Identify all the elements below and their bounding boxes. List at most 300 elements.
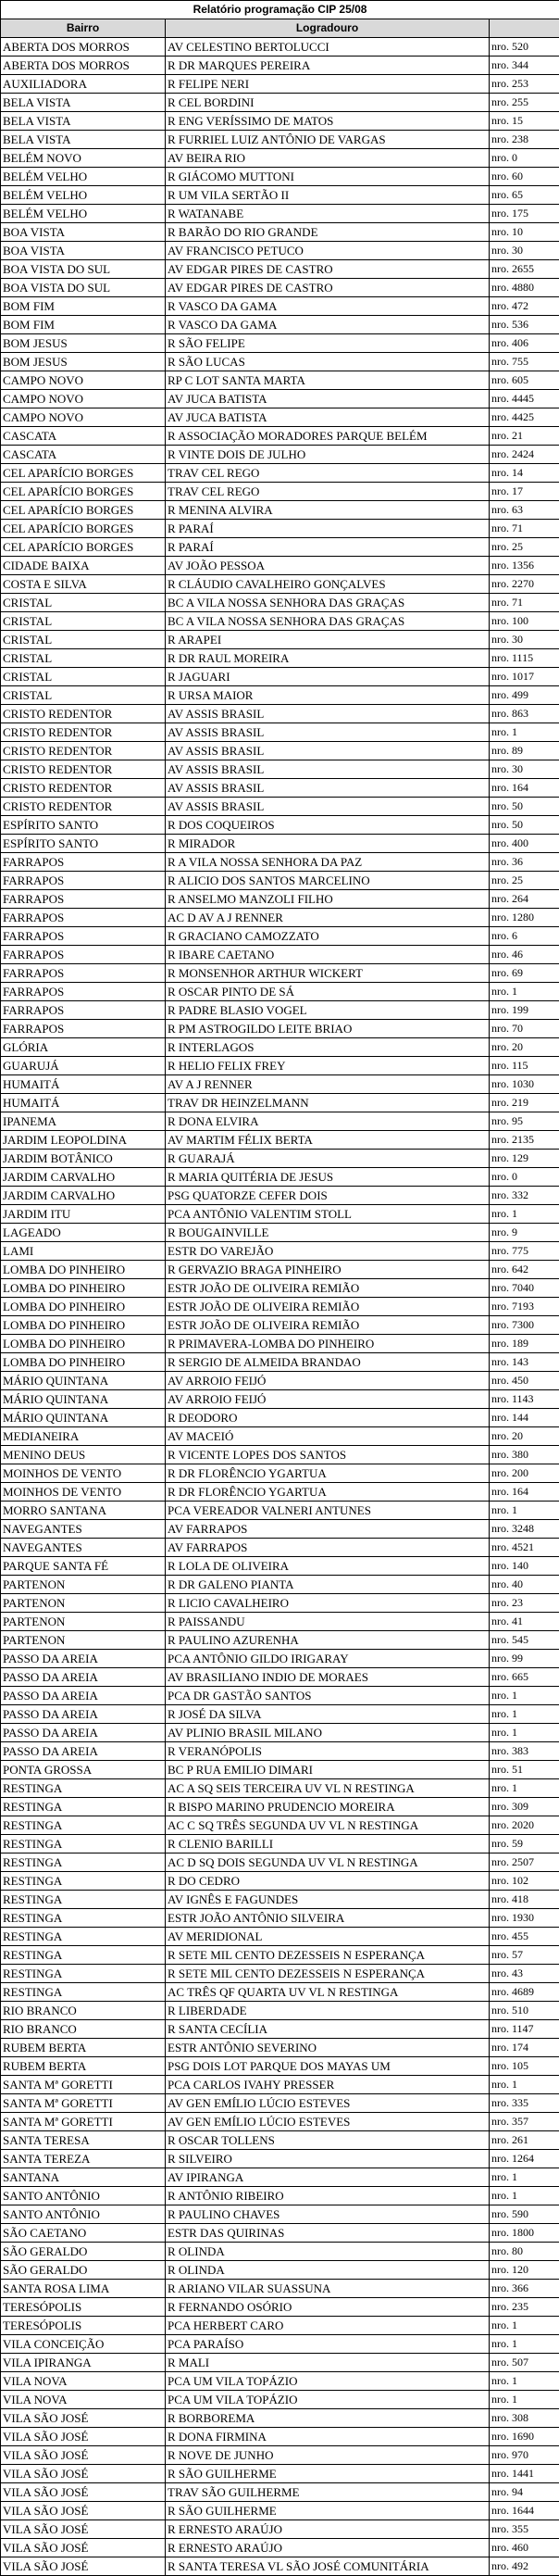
logradouro-cell: R ASSOCIAÇÃO MORADORES PARQUE BELÉM <box>166 427 490 446</box>
bairro-cell: RESTINGA <box>1 1946 166 1965</box>
logradouro-cell: R DR FLORÊNCIO YGARTUA <box>166 1464 490 1483</box>
logradouro-cell: ESTR ANTÔNIO SEVERINO <box>166 2039 490 2057</box>
logradouro-cell: AV MACEIÓ <box>166 1427 490 1446</box>
table-row <box>1 186 559 205</box>
table-row <box>1 2520 559 2539</box>
numero-cell: nro. 1930 <box>490 1909 559 1928</box>
table-row <box>1 705 559 723</box>
logradouro-cell: TRAV DR HEINZELMANN <box>166 1094 490 1112</box>
logradouro-cell: AV FARRAPOS <box>166 1539 490 1557</box>
bairro-cell: CRISTAL <box>1 668 166 686</box>
numero-cell: nro. 1147 <box>490 2020 559 2039</box>
numero-cell: nro. 1264 <box>490 2150 559 2168</box>
table-row <box>1 2298 559 2317</box>
logradouro-cell: R PAULINO AZURENHA <box>166 1631 490 1650</box>
logradouro-cell: R GIÁCOMO MUTTONI <box>166 168 490 186</box>
table-row <box>1 2150 559 2168</box>
logradouro-cell: R PARAÍ <box>166 520 490 538</box>
numero-cell: nro. 355 <box>490 2520 559 2539</box>
numero-cell: nro. 21 <box>490 427 559 446</box>
numero-cell: nro. 1800 <box>490 2224 559 2243</box>
table-row <box>1 2205 559 2224</box>
numero-cell: nro. 219 <box>490 1094 559 1112</box>
logradouro-cell: AC C SQ TRÊS SEGUNDA UV VL N RESTINGA <box>166 1816 490 1835</box>
numero-cell: nro. 69 <box>490 964 559 983</box>
logradouro-cell: AC D SQ DOIS SEGUNDA UV VL N RESTINGA <box>166 1853 490 1872</box>
logradouro-cell: BC A VILA NOSSA SENHORA DAS GRAÇAS <box>166 612 490 631</box>
bairro-cell: PARTENON <box>1 1576 166 1594</box>
table-row <box>1 2187 559 2205</box>
table-row <box>1 631 559 649</box>
logradouro-cell: R LOLA DE OLIVEIRA <box>166 1557 490 1576</box>
logradouro-cell: R INTERLAGOS <box>166 1038 490 1057</box>
logradouro-cell: R JOSÉ DA SILVA <box>166 1705 490 1724</box>
table-row <box>1 1742 559 1761</box>
table-row <box>1 260 559 279</box>
logradouro-cell: PCA UM VILA TOPÁZIO <box>166 2391 490 2409</box>
table-row <box>1 1520 559 1539</box>
table-row <box>1 2224 559 2243</box>
logradouro-cell: AV FARRAPOS <box>166 1520 490 1539</box>
bairro-cell: JARDIM BOTÂNICO <box>1 1150 166 1168</box>
table-row <box>1 1112 559 1131</box>
bairro-cell: BOM FIM <box>1 297 166 316</box>
numero-cell: nro. 15 <box>490 112 559 131</box>
numero-cell: nro. 255 <box>490 94 559 112</box>
numero-cell: nro. 863 <box>490 705 559 723</box>
logradouro-cell: R GRACIANO CAMOZZATO <box>166 927 490 946</box>
numero-cell: nro. 357 <box>490 2113 559 2131</box>
logradouro-cell: R VASCO DA GAMA <box>166 297 490 316</box>
bairro-cell: BOM JESUS <box>1 353 166 371</box>
logradouro-cell: ESTR JOÃO DE OLIVEIRA REMIÃO <box>166 1279 490 1298</box>
logradouro-cell: BC P RUA EMILIO DIMARI <box>166 1761 490 1779</box>
numero-cell: nro. 7300 <box>490 1316 559 1335</box>
numero-cell: nro. 642 <box>490 1261 559 1279</box>
logradouro-cell: R MARIA QUITÉRIA DE JESUS <box>166 1168 490 1187</box>
table-row <box>1 1131 559 1150</box>
numero-cell: nro. 2424 <box>490 446 559 464</box>
logradouro-cell: AV ASSIS BRASIL <box>166 705 490 723</box>
numero-cell: nro. 120 <box>490 2261 559 2280</box>
table-row <box>1 2057 559 2076</box>
table-row <box>1 1353 559 1372</box>
table-row <box>1 742 559 760</box>
table-row <box>1 798 559 816</box>
bairro-cell: FARRAPOS <box>1 890 166 909</box>
numero-cell: nro. 1 <box>490 2076 559 2094</box>
header-row <box>1 19 559 38</box>
logradouro-cell: R MALI <box>166 2354 490 2372</box>
table-row <box>1 927 559 946</box>
bairro-cell: LOMBA DO PINHEIRO <box>1 1316 166 1335</box>
logradouro-cell: R DR RAUL MOREIRA <box>166 649 490 668</box>
bairro-cell: MORRO SANTANA <box>1 1502 166 1520</box>
table-row <box>1 1613 559 1631</box>
numero-cell: nro. 1 <box>490 983 559 1001</box>
report-title: Relatório programação CIP 25/08 <box>1 1 559 19</box>
numero-cell: nro. 1030 <box>490 1075 559 1094</box>
bairro-cell: RESTINGA <box>1 1853 166 1872</box>
table-row <box>1 1205 559 1224</box>
numero-cell: nro. 406 <box>490 334 559 353</box>
logradouro-cell: R VERANÓPOLIS <box>166 1742 490 1761</box>
table-row <box>1 2243 559 2261</box>
table-row <box>1 2039 559 2057</box>
bairro-cell: BELA VISTA <box>1 94 166 112</box>
table-row <box>1 1946 559 1965</box>
numero-cell: nro. 129 <box>490 1150 559 1168</box>
logradouro-cell: PCA ANTÔNIO VALENTIM STOLL <box>166 1205 490 1224</box>
table-row <box>1 2261 559 2280</box>
numero-cell: nro. 36 <box>490 853 559 872</box>
logradouro-cell: ESTR JOÃO ANTÔNIO SILVEIRA <box>166 1909 490 1928</box>
numero-cell: nro. 65 <box>490 186 559 205</box>
bairro-cell: SÃO CAETANO <box>1 2224 166 2243</box>
table-row <box>1 1761 559 1779</box>
table-row <box>1 909 559 927</box>
bairro-cell: HUMAITÁ <box>1 1094 166 1112</box>
bairro-cell: RESTINGA <box>1 1798 166 1816</box>
table-row <box>1 2317 559 2335</box>
numero-cell: nro. 1 <box>490 2168 559 2187</box>
table-row <box>1 483 559 501</box>
numero-cell: nro. 472 <box>490 297 559 316</box>
bairro-cell: LOMBA DO PINHEIRO <box>1 1335 166 1353</box>
numero-cell: nro. 164 <box>490 1483 559 1502</box>
logradouro-cell: AV CELESTINO BERTOLUCCI <box>166 38 490 57</box>
numero-cell: nro. 71 <box>490 520 559 538</box>
numero-cell: nro. 1 <box>490 2335 559 2354</box>
logradouro-cell: AV BRASILIANO INDIO DE MORAES <box>166 1668 490 1687</box>
bairro-cell: VILA SÃO JOSÉ <box>1 2520 166 2539</box>
table-row <box>1 1020 559 1038</box>
bairro-cell: SANTA TEREZA <box>1 2150 166 2168</box>
bairro-cell: VILA NOVA <box>1 2391 166 2409</box>
logradouro-cell: R DOS COQUEIROS <box>166 816 490 835</box>
bairro-cell: CAMPO NOVO <box>1 371 166 390</box>
bairro-cell: CRISTAL <box>1 649 166 668</box>
bairro-cell: SANTANA <box>1 2168 166 2187</box>
numero-cell: nro. 164 <box>490 779 559 798</box>
logradouro-cell: R SÃO FELIPE <box>166 334 490 353</box>
numero-cell: nro. 189 <box>490 1335 559 1353</box>
bairro-cell: NAVEGANTES <box>1 1520 166 1539</box>
bairro-cell: RESTINGA <box>1 1891 166 1909</box>
bairro-cell: LOMBA DO PINHEIRO <box>1 1279 166 1298</box>
numero-cell: nro. 755 <box>490 353 559 371</box>
logradouro-cell: AV MARTIM FÉLIX BERTA <box>166 1131 490 1150</box>
logradouro-cell: R GERVAZIO BRAGA PINHEIRO <box>166 1261 490 1279</box>
logradouro-cell: AV BEIRA RIO <box>166 149 490 168</box>
logradouro-cell: R VASCO DA GAMA <box>166 316 490 334</box>
bairro-cell: PONTA GROSSA <box>1 1761 166 1779</box>
bairro-cell: MEDIANEIRA <box>1 1427 166 1446</box>
table-row <box>1 1539 559 1557</box>
table-row <box>1 1427 559 1446</box>
bairro-cell: RUBEM BERTA <box>1 2039 166 2057</box>
numero-cell: nro. 366 <box>490 2280 559 2298</box>
table-row <box>1 1668 559 1687</box>
bairro-cell: IPANEMA <box>1 1112 166 1131</box>
column-header-bairro: Bairro <box>1 19 166 38</box>
logradouro-cell: R DR MARQUES PEREIRA <box>166 57 490 75</box>
table-row <box>1 464 559 483</box>
bairro-cell: SANTA Mª GORETTI <box>1 2113 166 2131</box>
logradouro-cell: R OLINDA <box>166 2261 490 2280</box>
logradouro-cell: ESTR DO VAREJÃO <box>166 1242 490 1261</box>
bairro-cell: MÁRIO QUINTANA <box>1 1409 166 1427</box>
table-row <box>1 1038 559 1057</box>
bairro-cell: ABERTA DOS MORROS <box>1 38 166 57</box>
logradouro-cell: R LIBERDADE <box>166 2002 490 2020</box>
table-row <box>1 1224 559 1242</box>
bairro-cell: MOINHOS DE VENTO <box>1 1464 166 1483</box>
table-row <box>1 390 559 408</box>
logradouro-cell: R SÃO LUCAS <box>166 353 490 371</box>
logradouro-cell: AV JOÃO PESSOA <box>166 557 490 575</box>
numero-cell: nro. 665 <box>490 1668 559 1687</box>
numero-cell: nro. 20 <box>490 1427 559 1446</box>
bairro-cell: TERESÓPOLIS <box>1 2317 166 2335</box>
logradouro-cell: R DO CEDRO <box>166 1872 490 1891</box>
numero-cell: nro. 20 <box>490 1038 559 1057</box>
logradouro-cell: R LICIO CAVALHEIRO <box>166 1594 490 1613</box>
bairro-cell: SANTO ANTÔNIO <box>1 2187 166 2205</box>
table-row <box>1 2557 559 2576</box>
table-row <box>1 1576 559 1594</box>
bairro-cell: BELÉM VELHO <box>1 205 166 223</box>
numero-cell: nro. 40 <box>490 1576 559 1594</box>
logradouro-cell: R BOUGAINVILLE <box>166 1224 490 1242</box>
logradouro-cell: R CEL BORDINI <box>166 94 490 112</box>
logradouro-cell: R VICENTE LOPES DOS SANTOS <box>166 1446 490 1464</box>
logradouro-cell: R OSCAR PINTO DE SÁ <box>166 983 490 1001</box>
bairro-cell: BOA VISTA <box>1 223 166 242</box>
table-row <box>1 2354 559 2372</box>
bairro-cell: PARQUE SANTA FÉ <box>1 1557 166 1576</box>
bairro-cell: SANTA ROSA LIMA <box>1 2280 166 2298</box>
table-row <box>1 760 559 779</box>
table-row <box>1 1835 559 1853</box>
logradouro-cell: R PAULINO CHAVES <box>166 2205 490 2224</box>
table-row <box>1 1335 559 1353</box>
logradouro-cell: R ARIANO VILAR SUASSUNA <box>166 2280 490 2298</box>
numero-cell: nro. 1115 <box>490 649 559 668</box>
logradouro-cell: AV IPIRANGA <box>166 2168 490 2187</box>
bairro-cell: JARDIM ITU <box>1 1205 166 1224</box>
numero-cell: nro. 43 <box>490 1965 559 1983</box>
table-row <box>1 2168 559 2187</box>
bairro-cell: CEL APARÍCIO BORGES <box>1 464 166 483</box>
numero-cell: nro. 1143 <box>490 1390 559 1409</box>
logradouro-cell: R OLINDA <box>166 2243 490 2261</box>
table-row <box>1 316 559 334</box>
bairro-cell: PARTENON <box>1 1631 166 1650</box>
table-row <box>1 594 559 612</box>
logradouro-cell: R MENINA ALVIRA <box>166 501 490 520</box>
numero-cell: nro. 144 <box>490 1409 559 1427</box>
bairro-cell: PASSO DA AREIA <box>1 1668 166 1687</box>
bairro-cell: CEL APARÍCIO BORGES <box>1 501 166 520</box>
logradouro-cell: PCA VEREADOR VALNERI ANTUNES <box>166 1502 490 1520</box>
bairro-cell: NAVEGANTES <box>1 1539 166 1557</box>
logradouro-cell: R PRIMAVERA-LOMBA DO PINHEIRO <box>166 1335 490 1353</box>
logradouro-cell: R SÃO GUILHERME <box>166 2502 490 2520</box>
numero-cell: nro. 0 <box>490 149 559 168</box>
bairro-cell: FARRAPOS <box>1 946 166 964</box>
numero-cell: nro. 1 <box>490 2372 559 2391</box>
logradouro-cell: R WATANABE <box>166 205 490 223</box>
bairro-cell: VILA CONCEIÇÃO <box>1 2335 166 2354</box>
bairro-cell: CRISTAL <box>1 686 166 705</box>
bairro-cell: RESTINGA <box>1 1779 166 1798</box>
numero-cell: nro. 89 <box>490 742 559 760</box>
table-row <box>1 1928 559 1946</box>
bairro-cell: CEL APARÍCIO BORGES <box>1 520 166 538</box>
logradouro-cell: R SANTA CECÍLIA <box>166 2020 490 2039</box>
logradouro-cell: RP C LOT SANTA MARTA <box>166 371 490 390</box>
table-row <box>1 371 559 390</box>
numero-cell: nro. 50 <box>490 798 559 816</box>
numero-cell: nro. 1 <box>490 1705 559 1724</box>
bairro-cell: BOM FIM <box>1 316 166 334</box>
logradouro-cell: AV ASSIS BRASIL <box>166 742 490 760</box>
numero-cell: nro. 499 <box>490 686 559 705</box>
numero-cell: nro. 2655 <box>490 260 559 279</box>
bairro-cell: ESPÍRITO SANTO <box>1 835 166 853</box>
numero-cell: nro. 1 <box>490 2317 559 2335</box>
numero-cell: nro. 2135 <box>490 1131 559 1150</box>
bairro-cell: RUBEM BERTA <box>1 2057 166 2076</box>
bairro-cell: CRISTO REDENTOR <box>1 742 166 760</box>
bairro-cell: CAMPO NOVO <box>1 390 166 408</box>
logradouro-cell: PCA ANTÔNIO GILDO IRIGARAY <box>166 1650 490 1668</box>
table-row <box>1 1650 559 1668</box>
logradouro-cell: TRAV CEL REGO <box>166 483 490 501</box>
logradouro-cell: R CLENIO BARILLI <box>166 1835 490 1853</box>
bairro-cell: VILA SÃO JOSÉ <box>1 2446 166 2465</box>
bairro-cell: CAMPO NOVO <box>1 408 166 427</box>
logradouro-cell: AC D AV A J RENNER <box>166 909 490 927</box>
table-row <box>1 983 559 1001</box>
numero-cell: nro. 30 <box>490 631 559 649</box>
bairro-cell: BELA VISTA <box>1 112 166 131</box>
logradouro-cell: AV IGNÊS E FAGUNDES <box>166 1891 490 1909</box>
bairro-cell: ESPÍRITO SANTO <box>1 816 166 835</box>
numero-cell: nro. 17 <box>490 483 559 501</box>
numero-cell: nro. 80 <box>490 2243 559 2261</box>
logradouro-cell: R ENG VERÍSSIMO DE MATOS <box>166 112 490 131</box>
numero-cell: nro. 775 <box>490 1242 559 1261</box>
bairro-cell: CEL APARÍCIO BORGES <box>1 538 166 557</box>
numero-cell: nro. 1 <box>490 2187 559 2205</box>
bairro-cell: PARTENON <box>1 1613 166 1631</box>
numero-cell: nro. 309 <box>490 1798 559 1816</box>
numero-cell: nro. 335 <box>490 2094 559 2113</box>
bairro-cell: FARRAPOS <box>1 964 166 983</box>
numero-cell: nro. 7040 <box>490 1279 559 1298</box>
numero-cell: nro. 418 <box>490 1891 559 1909</box>
table-row <box>1 1557 559 1576</box>
numero-cell: nro. 46 <box>490 946 559 964</box>
numero-cell: nro. 1 <box>490 1687 559 1705</box>
numero-cell: nro. 1 <box>490 1205 559 1224</box>
table-row <box>1 816 559 835</box>
table-row <box>1 946 559 964</box>
logradouro-cell: R PADRE BLASIO VOGEL <box>166 1001 490 1020</box>
logradouro-cell: R SANTA TERESA VL SÃO JOSÉ COMUNITÁRIA <box>166 2557 490 2576</box>
table-body <box>1 38 559 2576</box>
table-row <box>1 2020 559 2039</box>
table-row <box>1 1168 559 1187</box>
table-row <box>1 890 559 909</box>
numero-cell: nro. 1644 <box>490 2502 559 2520</box>
bairro-cell: CRISTO REDENTOR <box>1 760 166 779</box>
logradouro-cell: TRAV CEL REGO <box>166 464 490 483</box>
logradouro-cell: R SILVEIRO <box>166 2150 490 2168</box>
logradouro-cell: R GUARAJÁ <box>166 1150 490 1168</box>
bairro-cell: RESTINGA <box>1 1928 166 1946</box>
table-row <box>1 1075 559 1094</box>
table-row <box>1 575 559 594</box>
logradouro-cell: PSG DOIS LOT PARQUE DOS MAYAS UM <box>166 2057 490 2076</box>
numero-cell: nro. 25 <box>490 872 559 890</box>
numero-cell: nro. 41 <box>490 1613 559 1631</box>
bairro-cell: VILA SÃO JOSÉ <box>1 2465 166 2483</box>
table-row <box>1 1853 559 1872</box>
logradouro-cell: R URSA MAIOR <box>166 686 490 705</box>
table-row <box>1 2002 559 2020</box>
numero-cell: nro. 1 <box>490 1724 559 1742</box>
numero-cell: nro. 105 <box>490 2057 559 2076</box>
logradouro-cell: AV EDGAR PIRES DE CASTRO <box>166 279 490 297</box>
numero-cell: nro. 3248 <box>490 1520 559 1539</box>
numero-cell: nro. 507 <box>490 2354 559 2372</box>
table-row <box>1 2076 559 2094</box>
table-row <box>1 57 559 75</box>
bairro-cell: MOINHOS DE VENTO <box>1 1483 166 1502</box>
numero-cell: nro. 520 <box>490 38 559 57</box>
logradouro-cell: R DR FLORÊNCIO YGARTUA <box>166 1483 490 1502</box>
numero-cell: nro. 2020 <box>490 1816 559 1835</box>
numero-cell: nro. 590 <box>490 2205 559 2224</box>
logradouro-cell: R MIRADOR <box>166 835 490 853</box>
logradouro-cell: AV PLINIO BRASIL MILANO <box>166 1724 490 1742</box>
numero-cell: nro. 460 <box>490 2539 559 2557</box>
logradouro-cell: PCA PARAÍSO <box>166 2335 490 2354</box>
logradouro-cell: R NOVE DE JUNHO <box>166 2446 490 2465</box>
logradouro-cell: PCA HERBERT CARO <box>166 2317 490 2335</box>
table-row <box>1 1909 559 1928</box>
bairro-cell: VILA SÃO JOSÉ <box>1 2483 166 2502</box>
numero-cell: nro. 1690 <box>490 2428 559 2446</box>
bairro-cell: BOM JESUS <box>1 334 166 353</box>
numero-cell: nro. 51 <box>490 1761 559 1779</box>
table-row <box>1 1372 559 1390</box>
numero-cell: nro. 4521 <box>490 1539 559 1557</box>
numero-cell: nro. 450 <box>490 1372 559 1390</box>
table-row <box>1 1057 559 1075</box>
logradouro-cell: ESTR JOÃO DE OLIVEIRA REMIÃO <box>166 1298 490 1316</box>
table-row <box>1 1705 559 1724</box>
logradouro-cell: R HELIO FELIX FREY <box>166 1057 490 1075</box>
table-row <box>1 168 559 186</box>
table-row <box>1 1983 559 2002</box>
numero-cell: nro. 2507 <box>490 1853 559 1872</box>
logradouro-cell: R ANTÔNIO RIBEIRO <box>166 2187 490 2205</box>
numero-cell: nro. 23 <box>490 1594 559 1613</box>
